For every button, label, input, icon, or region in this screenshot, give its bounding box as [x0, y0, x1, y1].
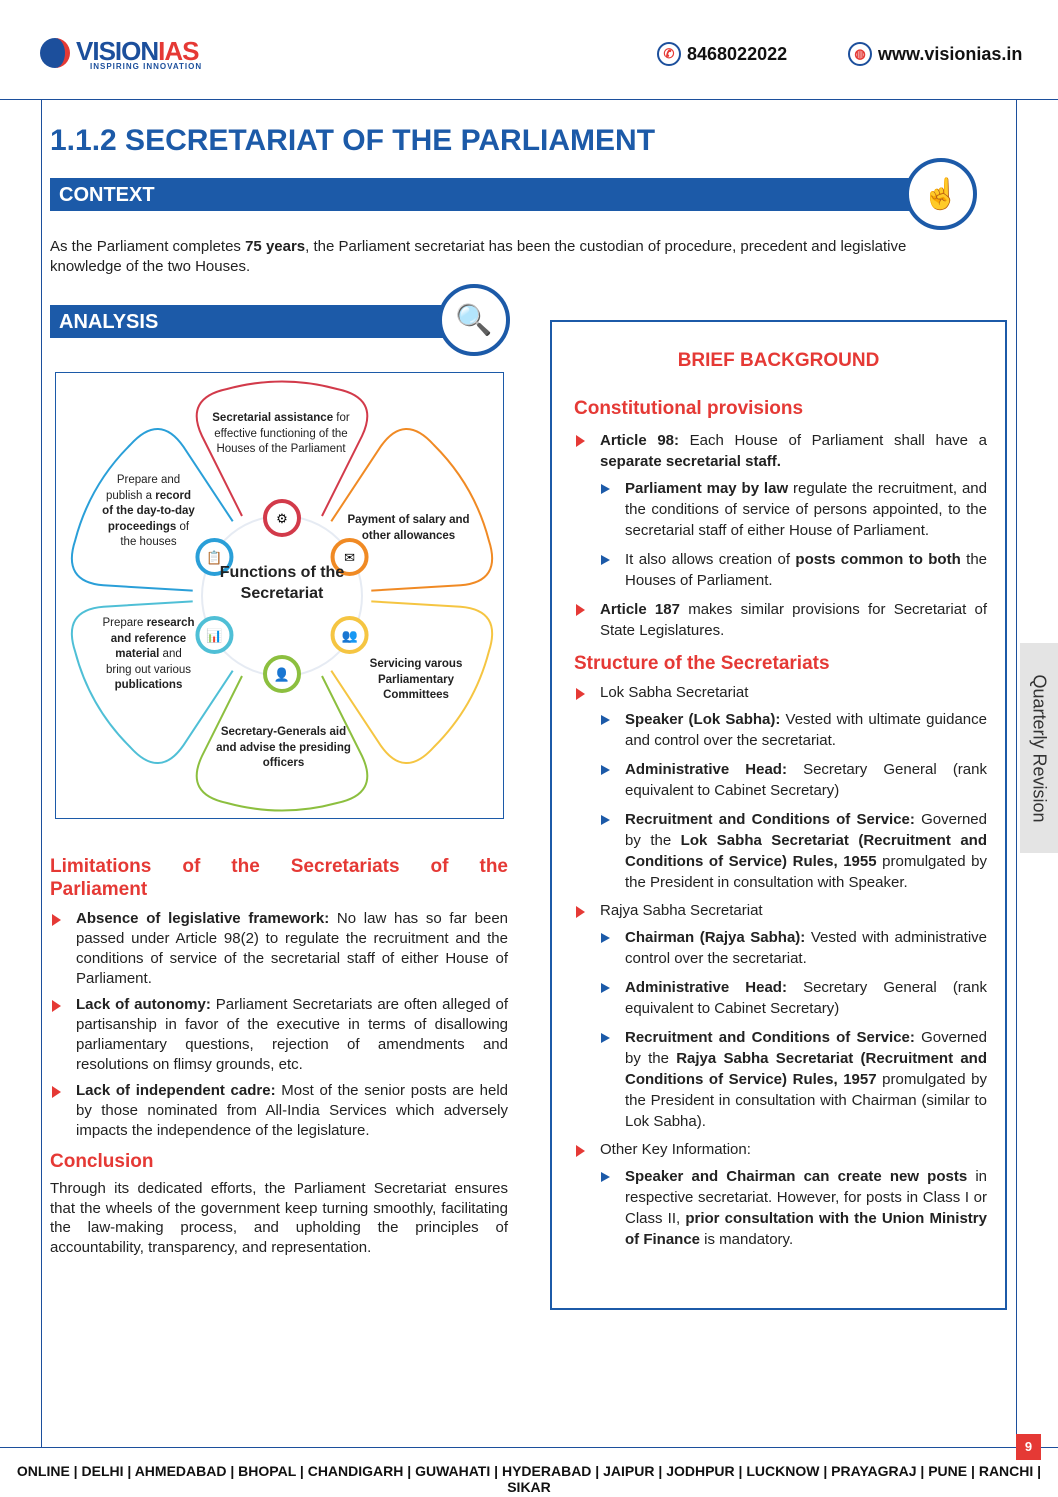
footer-city[interactable]: | HYDERABAD — [490, 1463, 591, 1479]
ls-speaker — [599, 709, 987, 751]
footer-city[interactable]: | DELHI — [70, 1463, 124, 1479]
art98-t: Each House of Parliament shall have a — [679, 432, 987, 449]
rs-chairman — [599, 927, 987, 969]
rs3b: Recruitment and Conditions of Service: — [625, 1029, 915, 1046]
rs-recruitment — [599, 1027, 987, 1132]
ls3t: Governed by the — [625, 811, 987, 849]
footer-city[interactable]: | JAIPUR — [591, 1463, 654, 1479]
visionias-logo — [40, 36, 230, 72]
footer-cities — [0, 1463, 1058, 1495]
a187t: makes similar provisions for Secretariat of State Legislatures. — [600, 601, 987, 639]
article-98-sub-2 — [599, 549, 987, 591]
o1b: Speaker and Chairman can create new posts — [625, 1168, 968, 1185]
footer-city[interactable]: ONLINE — [16, 1463, 70, 1479]
right-margin-line — [1016, 99, 1017, 1447]
footer-city[interactable]: | JODHPUR — [654, 1463, 734, 1479]
rs3t2: promulgated by the President in consultation with Chairman (similar to Lok Sabha). — [625, 1071, 987, 1130]
rs1t: Vested with administrative control over the secretariat. — [625, 929, 987, 967]
rs3t: Governed by the — [625, 1029, 987, 1067]
limitation-text: No law has so far been passed under Article 98(2) to regulate the recruitment and the conditions of service of the secretarial staff of either House of Parliament. — [76, 910, 508, 987]
tl-a: Prepare and publish a — [105, 474, 181, 502]
secretary-general-glyph-icon: 👤 — [273, 667, 291, 682]
footer-city[interactable]: | PUNE — [917, 1463, 968, 1479]
function-research-publications — [101, 616, 196, 694]
function-top-text: for effective functioning of the Houses of the Parliament — [214, 412, 350, 455]
structure-heading: Structure of the Secretariats — [574, 653, 830, 674]
salary-glyph-icon: ✉ — [344, 550, 356, 565]
function-payment-salary: Payment of salary and other allowances — [347, 514, 470, 542]
bl-c: and bring out various — [105, 648, 192, 676]
context-heading: CONTEXT — [50, 178, 930, 211]
function-top-bold: Secretarial assistance — [212, 412, 334, 424]
footer-city[interactable]: | SIKAR — [507, 1463, 1041, 1495]
a187b: Article 187 — [600, 601, 680, 618]
left-margin-line — [41, 99, 42, 1447]
footer-divider — [0, 1447, 1058, 1448]
bl-b: research and reference material — [110, 617, 195, 660]
conclusion-heading: Conclusion — [50, 1151, 154, 1172]
article-98-item — [574, 430, 987, 472]
constitutional-heading: Constitutional provisions — [574, 398, 804, 419]
research-glyph-icon: 📊 — [206, 628, 223, 643]
limitation-title: Lack of autonomy: — [76, 996, 211, 1013]
other-info-sub — [599, 1166, 987, 1250]
s1t: regulate the recruitment, and the conditions of service of persons appointed, to the secretarial staff of either House of Parliament. — [625, 480, 987, 539]
brand-a: VISION — [76, 36, 159, 66]
committees-glyph-icon: 👥 — [341, 628, 358, 643]
limitations-heading: Limitations of the Secretariats of the Parliament — [50, 856, 508, 900]
functions-diagram — [55, 372, 504, 819]
ls2t: Secretary General (rank equivalent to Cabinet Secretary) — [625, 761, 987, 799]
rajya-sabha-item: Rajya Sabha Secretariat — [574, 901, 987, 921]
context-text — [50, 237, 930, 276]
ls2b: Administrative Head: — [625, 761, 787, 778]
rs1b: Chairman (Rajya Sabha): — [625, 929, 806, 946]
o1t: in respective secretariat. However, for posts in Class I or Class II, — [625, 1168, 988, 1227]
ls-admin-head — [599, 759, 987, 801]
ls3b: Recruitment and Conditions of Service: — [625, 811, 915, 828]
footer-city[interactable]: | GUWAHATI — [403, 1463, 490, 1479]
o1t2: is mandatory. — [700, 1231, 794, 1248]
tl-b: record of the day-to-day proceedings — [102, 489, 195, 533]
footer-city[interactable]: | BHOPAL — [226, 1463, 296, 1479]
art98-b2: separate secretarial staff. — [600, 453, 781, 470]
s2c: the Houses of Parliament. — [625, 551, 987, 589]
function-record-proceedings — [101, 473, 196, 551]
ls3b2: Lok Sabha Secretariat (Recruitment and Conditions of Service) Rules, 1955 — [625, 832, 987, 870]
bl-d: publications — [114, 679, 183, 691]
diagram-center-label: Functions of the Secretariat — [219, 564, 345, 602]
limitations-list — [50, 909, 508, 1141]
page-number: 9 — [1016, 1434, 1041, 1460]
phone-icon: ✆ — [657, 42, 681, 66]
limitation-item — [50, 909, 508, 989]
analysis-heading: ANALYSIS — [50, 305, 470, 338]
tagline: INSPIRING INNOVATION — [90, 62, 203, 71]
phone-number: 8468022022 — [687, 43, 788, 64]
ls3t2: promulgated by the President in consultation with Speaker. — [625, 853, 987, 891]
page-title: 1.1.2 SECRETARIAT OF THE PARLIAMENT — [50, 124, 656, 157]
footer-city[interactable]: | LUCKNOW — [735, 1463, 820, 1479]
footer-city[interactable]: | RANCHI — [967, 1463, 1033, 1479]
ls1t: Vested with ultimate guidance and control over the secretariat. — [625, 711, 987, 749]
phone-contact — [657, 42, 787, 66]
context-highlight: 75 years — [245, 238, 306, 255]
function-servicing-committees: Servicing varous Parliamentary Committees — [369, 658, 463, 701]
rs2t: Secretary General (rank equivalent to Cabinet Secretary) — [625, 979, 987, 1017]
s2a: It also allows creation of — [625, 551, 796, 568]
lok-sabha-item: Lok Sabha Secretariat — [574, 683, 987, 703]
header-divider — [0, 99, 1058, 100]
website-link[interactable]: www.visionias.in — [878, 43, 1023, 64]
website-contact — [848, 42, 1022, 66]
function-secretary-general-aid: Secretary-Generals aid and advise the presiding officers — [216, 726, 351, 769]
conclusion-text: Through its dedicated efforts, the Parliament Secretariat ensures that the wheels of the government keep turning smoothly, facilitating the law-making process, and upholding the principles of accountability, transparency, and representation. — [50, 1180, 508, 1256]
limitation-text: Parliament Secretariats are often alleged of partisanship in favor of the executive in terms of disallowing parliamentary questions, rejection of amendments and resolutions on flimsy grounds, etc. — [76, 996, 508, 1073]
quarterly-revision-tab[interactable] — [1020, 643, 1058, 853]
rs2b: Administrative Head: — [625, 979, 787, 996]
logo-mark-icon — [40, 38, 70, 68]
rs-admin-head — [599, 977, 987, 1019]
limitation-title: Lack of independent cadre: — [76, 1082, 276, 1099]
o1b2: prior consultation with the Union Ministry of Finance — [625, 1210, 987, 1248]
footer-city[interactable]: | AHMEDABAD — [124, 1463, 227, 1479]
secretarial-glyph-icon: ⚙ — [276, 511, 288, 526]
footer-city[interactable]: | PRAYAGRAJ — [819, 1463, 916, 1479]
limitation-item — [50, 995, 508, 1075]
context-text-a: As the Parliament completes — [50, 238, 246, 255]
s2b: posts common to both — [795, 551, 961, 568]
limitations-section — [50, 855, 508, 1257]
limitation-text: Most of the senior posts are held by those nominated from All-India Services which adversely impacts the independence of the legislature. — [76, 1082, 508, 1139]
analysis-magnifier-icon: 🔍 — [438, 284, 510, 356]
tl-c: of the houses — [120, 520, 190, 548]
article-98-sub-1 — [599, 478, 987, 541]
side-tab-label: Quarterly Revision — [1029, 673, 1050, 823]
limitation-item — [50, 1081, 508, 1141]
bl-a: Prepare — [102, 617, 147, 629]
art98-b: Article 98: — [600, 432, 680, 449]
brief-background-box — [550, 320, 1007, 1310]
brand-b: IAS — [158, 36, 199, 66]
s1b: Parliament may by law — [625, 480, 789, 497]
record-glyph-icon: 📋 — [206, 550, 223, 565]
rs3b2: Rajya Sabha Secretariat (Recruitment and Conditions of Service) Rules, 1957 — [625, 1050, 987, 1088]
presentation-icon: ☝ — [905, 158, 977, 230]
other-info-item: Other Key Information: — [574, 1140, 987, 1160]
ls1b: Speaker (Lok Sabha): — [625, 711, 781, 728]
article-187-item — [574, 599, 987, 641]
footer-city[interactable]: | CHANDIGARH — [296, 1463, 403, 1479]
limitation-title: Absence of legislative framework: — [76, 910, 330, 927]
context-text-c: , the Parliament secretariat has been the custodian of procedure, precedent and legislative knowledge of the two Houses. — [50, 238, 907, 275]
function-secretarial-assistance — [206, 411, 356, 458]
background-heading: BRIEF BACKGROUND — [677, 350, 880, 371]
globe-icon: ◍ — [848, 42, 872, 66]
ls-recruitment — [599, 809, 987, 893]
